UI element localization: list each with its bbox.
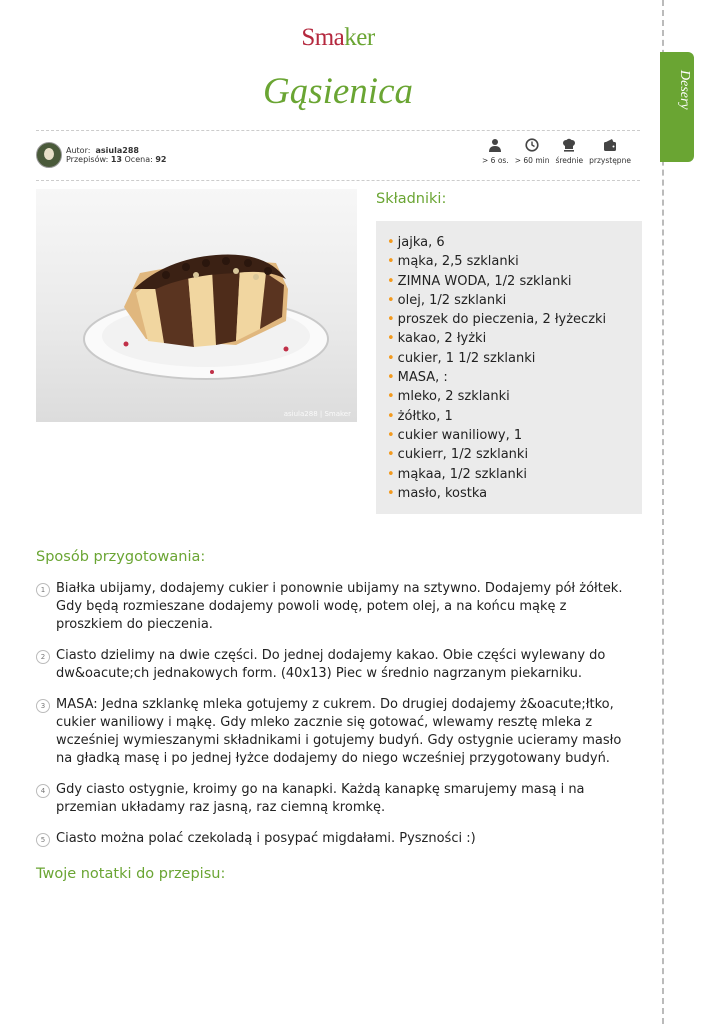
- meta-difficulty-label: średnie: [555, 156, 584, 165]
- ingredient-item: • mleko, 2 szklanki: [387, 387, 642, 406]
- avatar: [36, 142, 62, 168]
- step-text: Ciasto można polać czekoladą i posypać migdałami. Pyszności :): [56, 831, 476, 846]
- step-item: [36, 647, 636, 683]
- author-block: [36, 142, 166, 168]
- ingredient-item: • żółtko, 1: [387, 407, 642, 426]
- meta-difficulty: [555, 138, 583, 165]
- step-text: Gdy ciasto ostygnie, kroimy go na kanapki. Każdą kanapkę smarujemy masą i na przemian układamy raz jasną, raz ciemną kromkę.: [56, 782, 585, 815]
- notes-heading: Twoje notatki do przepisu:: [36, 866, 226, 882]
- step-number: 3: [36, 699, 50, 713]
- logo-text-a: Sma: [301, 24, 345, 51]
- step-item: [36, 781, 636, 817]
- clock-icon: [525, 138, 539, 152]
- author-label: Autor:: [66, 146, 91, 155]
- ingredient-item: • cukierr, 1/2 szklanki: [387, 445, 642, 464]
- step-number: 5: [36, 833, 50, 847]
- ingredient-item: • cukier, 1 1/2 szklanki: [387, 349, 642, 368]
- meta-cost: [589, 138, 631, 165]
- step-item: [36, 580, 636, 634]
- ingredients-heading: Składniki:: [376, 191, 447, 207]
- photo-watermark: asiula288 | Smaker: [283, 410, 351, 418]
- cake-illustration: [36, 189, 357, 422]
- step-number: 4: [36, 784, 50, 798]
- step-number: 1: [36, 583, 50, 597]
- meta-servings-label: > 6 os.: [482, 156, 509, 165]
- chef-hat-icon: [562, 138, 576, 152]
- recipes-count: 13: [110, 155, 122, 164]
- author-info: [66, 146, 166, 164]
- logo-text-b: ker: [344, 24, 375, 51]
- ingredient-item: • olej, 1/2 szklanki: [387, 291, 642, 310]
- ingredients-box: [376, 221, 642, 514]
- author-name: asiula288: [95, 146, 139, 155]
- recipe-meta: [482, 138, 631, 165]
- recipes-label: Przepisów:: [66, 155, 109, 164]
- ingredients-list: [376, 221, 642, 503]
- step-text: MASA: Jedna szklankę mleka gotujemy z cukrem. Do drugiej dodajemy ż&oacute;łtko, cukier waniliowy i mąkę. Gdy mleko zacznie się gotować, wlewamy resztę mleka z wcześniej wymieszanymi składnikami i gotujemy budyń. Gdy ostygnie ucieramy masło na gładką masę i po jednej łyżce dodajemy do niego wcześniej przygotowany budyń.: [56, 697, 622, 766]
- meta-cost-label: przystępne: [589, 156, 631, 165]
- recipe-photo: [36, 189, 357, 422]
- divider-bottom: [36, 180, 640, 181]
- ingredient-item: • cukier waniliowy, 1: [387, 426, 642, 445]
- ingredient-item: • masło, kostka: [387, 484, 642, 503]
- step-text: Ciasto dzielimy na dwie części. Do jednej dodajemy kakao. Obie części wylewany do dw&oacute;ch jednakowych form. (40x13) Piec w średnio nagrzanym piekarniku.: [56, 648, 606, 681]
- preparation-steps: [36, 580, 636, 861]
- ingredient-item: • ZIMNA WODA, 1/2 szklanki: [387, 272, 642, 291]
- ingredient-item: • mąkaa, 1/2 szklanki: [387, 465, 642, 484]
- smaker-logo: [0, 24, 676, 52]
- step-item: [36, 830, 636, 848]
- person-icon: [488, 138, 502, 152]
- wallet-icon: [603, 138, 617, 152]
- step-number: 2: [36, 650, 50, 664]
- divider-top: [36, 130, 640, 131]
- step-text: Białka ubijamy, dodajemy cukier i ponownie ubijamy na sztywno. Dodajemy pół żółtek. Gdy będą rozmieszane dodajemy powoli wodę, potem olej, a na końcu mąkę z proszkiem do pieczenia.: [56, 581, 623, 632]
- step-item: [36, 696, 636, 768]
- rating-label: Ocena:: [124, 155, 153, 164]
- preparation-heading: Sposób przygotowania:: [36, 549, 206, 565]
- ingredient-item: • MASA, :: [387, 368, 642, 387]
- meta-time-label: > 60 min: [514, 156, 550, 165]
- category-label: Desery: [677, 70, 692, 110]
- meta-time: [515, 138, 550, 165]
- ingredient-item: • kakao, 2 łyżki: [387, 329, 642, 348]
- meta-servings: [482, 138, 509, 165]
- ingredient-item: • jajka, 6: [387, 233, 642, 252]
- rating-value: 92: [155, 155, 167, 164]
- ingredient-item: • proszek do pieczenia, 2 łyżeczki: [387, 310, 642, 329]
- recipe-title: Gąsienica: [262, 71, 414, 112]
- ingredient-item: • mąka, 2,5 szklanki: [387, 252, 642, 271]
